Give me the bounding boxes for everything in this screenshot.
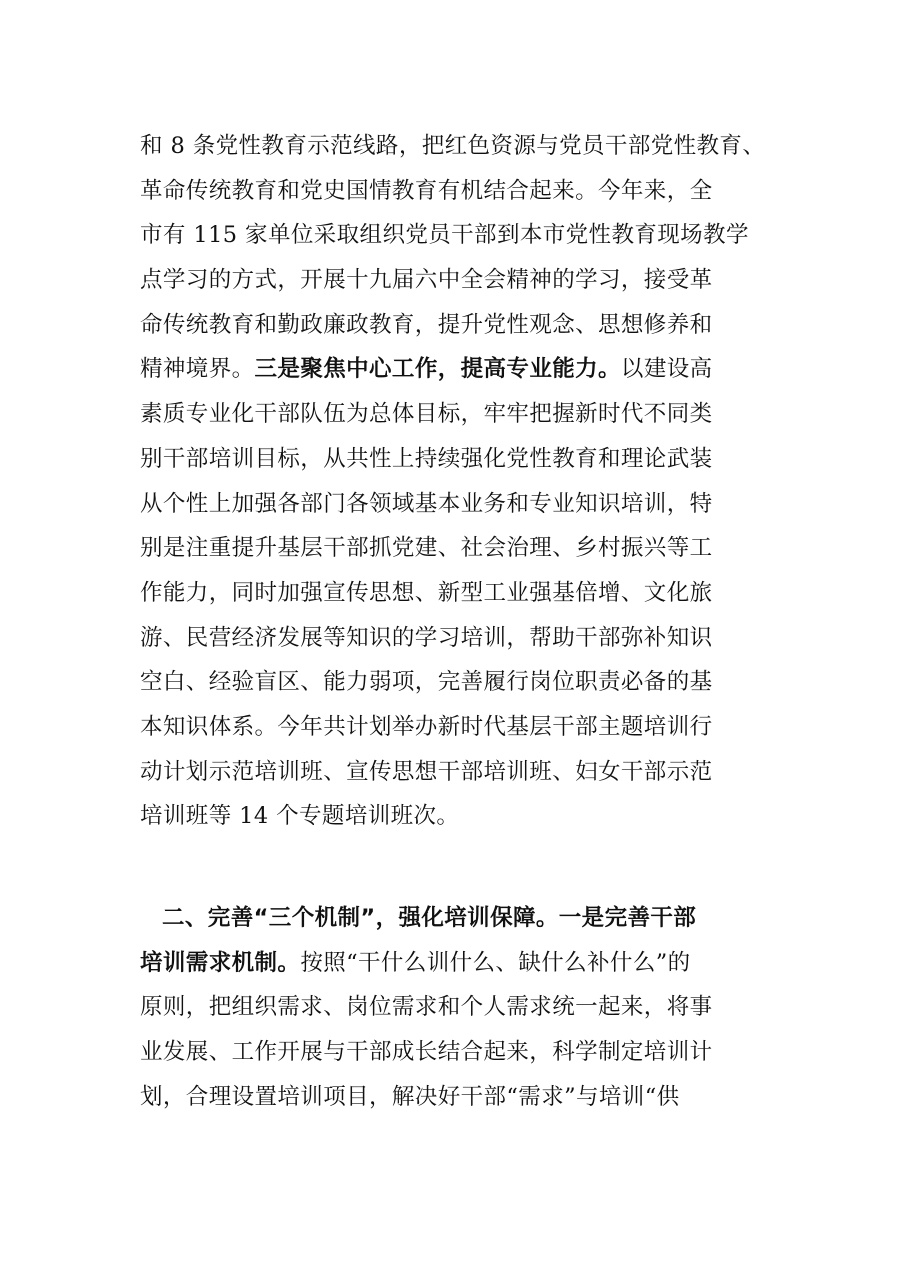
text-line: 革命传统教育和党史国情教育有机结合起来。今年来，全	[140, 177, 713, 204]
text-segment: 以建设高	[620, 356, 713, 383]
text-line: 游、民营经济发展等知识的学习培训，帮助干部弥补知识	[140, 624, 713, 651]
paragraph-three-mechanisms	[140, 896, 780, 1119]
text-line: 别干部培训目标，从共性上持续强化党性教育和理论武装	[140, 445, 713, 472]
text-line: 本知识体系。今年共计划举办新时代基层干部主题培训行	[140, 713, 713, 740]
text-line: 别是注重提升基层干部抓党建、社会治理、乡村振兴等工	[140, 535, 713, 562]
text-line: 原则，把组织需求、岗位需求和个人需求统一起来，将事	[140, 994, 713, 1021]
text-line: 空白、经验盲区、能力弱项，完善履行岗位职责必备的基	[140, 669, 713, 696]
text-line: 业发展、工作开展与干部成长结合起来，科学制定培训计	[140, 1039, 713, 1066]
text-segment: 按照“干什么训什么、缺什么补什么”的	[300, 949, 691, 976]
text-line-mixed	[140, 347, 780, 392]
text-segment: 精神境界。	[140, 356, 255, 383]
section-heading-two: 二、完善“三个机制”，强化培训保障。一是完善干部	[162, 905, 697, 931]
text-line: 素质专业化干部队伍为总体目标，牢牢把握新时代不同类	[140, 401, 713, 428]
text-line-mixed	[140, 941, 780, 986]
text-line: 命传统教育和勤政廉政教育，提升党性观念、思想修养和	[140, 311, 713, 338]
text-line: 动计划示范培训班、宣传思想干部培训班、妇女干部示范	[140, 758, 713, 785]
text-line: 培训班等 14 个专题培训班次。	[140, 803, 460, 830]
text-line: 和 8 条党性教育示范线路，把红色资源与党员干部党性教育、	[140, 133, 766, 159]
paragraph-training-content	[140, 124, 780, 839]
text-line: 市有 115 家单位采取组织党员干部到本市党性教育现场教学	[140, 222, 749, 249]
bold-heading-one: 培训需求机制。	[140, 949, 301, 976]
text-line: 作能力，同时加强宣传思想、新型工业强基倍增、文化旅	[140, 579, 713, 606]
bold-heading-three: 三是聚焦中心工作，提高专业能力。	[254, 356, 621, 383]
text-line: 点学习的方式，开展十九届六中全会精神的学习，接受革	[140, 267, 713, 294]
text-line: 划，合理设置培训项目，解决好干部“需求”与培训“供	[140, 1083, 680, 1110]
text-line: 从个性上加强各部门各领域基本业务和专业知识培训，特	[140, 490, 713, 517]
